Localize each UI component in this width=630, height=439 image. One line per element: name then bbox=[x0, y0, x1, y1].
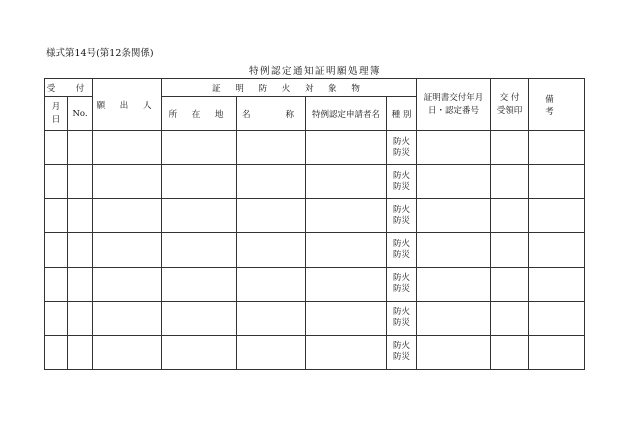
cell-special-applicant[interactable] bbox=[306, 335, 387, 369]
cell-kind[interactable]: 防火 防災 bbox=[387, 165, 417, 199]
cell-delivery[interactable] bbox=[491, 301, 529, 335]
cell-location[interactable] bbox=[162, 267, 237, 301]
cell-delivery[interactable] bbox=[491, 267, 529, 301]
cell-name[interactable] bbox=[237, 335, 306, 369]
cell-month-day[interactable] bbox=[45, 131, 68, 165]
cell-issue-date[interactable] bbox=[417, 165, 491, 199]
cell-month-day[interactable] bbox=[45, 267, 68, 301]
cell-kind[interactable]: 防火 防災 bbox=[387, 335, 417, 369]
cell-special-applicant[interactable] bbox=[306, 267, 387, 301]
cell-location[interactable] bbox=[162, 165, 237, 199]
table-row bbox=[45, 267, 585, 301]
cell-month-day[interactable] bbox=[45, 199, 68, 233]
cell-number[interactable] bbox=[68, 335, 93, 369]
cell-issue-date[interactable] bbox=[417, 199, 491, 233]
cell-special-applicant[interactable] bbox=[306, 233, 387, 267]
cell-month-day[interactable] bbox=[45, 335, 68, 369]
cell-delivery[interactable] bbox=[491, 199, 529, 233]
cell-name[interactable] bbox=[237, 165, 306, 199]
header-location: 所 在 地 bbox=[162, 97, 237, 131]
cell-issue-date[interactable] bbox=[417, 131, 491, 165]
header-month-day: 月 日 bbox=[45, 97, 68, 131]
cell-remarks[interactable] bbox=[529, 233, 585, 267]
cell-issue-date[interactable] bbox=[417, 233, 491, 267]
cell-delivery[interactable] bbox=[491, 165, 529, 199]
form-number: 様式第14号(第12条関係) bbox=[46, 48, 154, 59]
cell-number[interactable] bbox=[68, 301, 93, 335]
cell-applicant[interactable] bbox=[93, 267, 162, 301]
cell-kind[interactable]: 防火 防災 bbox=[387, 199, 417, 233]
cell-location[interactable] bbox=[162, 301, 237, 335]
cell-special-applicant[interactable] bbox=[306, 199, 387, 233]
cell-applicant[interactable] bbox=[93, 165, 162, 199]
document-title: 特例認定通知証明願処理簿 bbox=[248, 66, 381, 77]
header-delivery: 交 付 受領印 bbox=[491, 79, 529, 131]
cell-kind[interactable]: 防火 防災 bbox=[387, 233, 417, 267]
cell-issue-date[interactable] bbox=[417, 301, 491, 335]
cell-number[interactable] bbox=[68, 267, 93, 301]
cell-remarks[interactable] bbox=[529, 131, 585, 165]
header-number: No. bbox=[68, 97, 93, 131]
table-row bbox=[45, 233, 585, 267]
table-row bbox=[45, 131, 585, 165]
register-table bbox=[44, 78, 591, 370]
header-kind: 種 別 bbox=[387, 97, 417, 131]
table-row bbox=[45, 335, 585, 369]
header-applicant: 願 出 人 bbox=[93, 79, 162, 131]
cell-location[interactable] bbox=[162, 335, 237, 369]
header-row-1 bbox=[45, 79, 585, 97]
cell-applicant[interactable] bbox=[93, 233, 162, 267]
cell-month-day[interactable] bbox=[45, 233, 68, 267]
cell-number[interactable] bbox=[68, 131, 93, 165]
header-remarks: 備 考 bbox=[529, 79, 585, 131]
cell-special-applicant[interactable] bbox=[306, 131, 387, 165]
cell-name[interactable] bbox=[237, 199, 306, 233]
cell-remarks[interactable] bbox=[529, 199, 585, 233]
cell-number[interactable] bbox=[68, 233, 93, 267]
cell-remarks[interactable] bbox=[529, 267, 585, 301]
cell-applicant[interactable] bbox=[93, 199, 162, 233]
header-receipt: 受 付 bbox=[45, 79, 93, 97]
cell-name[interactable] bbox=[237, 267, 306, 301]
cell-month-day[interactable] bbox=[45, 165, 68, 199]
table-row bbox=[45, 301, 585, 335]
cell-applicant[interactable] bbox=[93, 301, 162, 335]
header-special-applicant: 特例認定申請者名 bbox=[306, 97, 387, 131]
cell-location[interactable] bbox=[162, 199, 237, 233]
cell-name[interactable] bbox=[237, 131, 306, 165]
cell-number[interactable] bbox=[68, 199, 93, 233]
cell-applicant[interactable] bbox=[93, 335, 162, 369]
cell-kind[interactable]: 防火 防災 bbox=[387, 301, 417, 335]
cell-name[interactable] bbox=[237, 301, 306, 335]
cell-name[interactable] bbox=[237, 233, 306, 267]
cell-special-applicant[interactable] bbox=[306, 301, 387, 335]
table-row bbox=[45, 199, 585, 233]
cell-location[interactable] bbox=[162, 233, 237, 267]
header-name: 名 称 bbox=[237, 97, 306, 131]
table-row bbox=[45, 165, 585, 199]
cell-special-applicant[interactable] bbox=[306, 165, 387, 199]
cell-remarks[interactable] bbox=[529, 165, 585, 199]
cell-issue-date[interactable] bbox=[417, 335, 491, 369]
header-issue-date: 証明書交付年月 日・認定番号 bbox=[417, 79, 491, 131]
cell-location[interactable] bbox=[162, 131, 237, 165]
cell-delivery[interactable] bbox=[491, 131, 529, 165]
cell-delivery[interactable] bbox=[491, 335, 529, 369]
cell-remarks[interactable] bbox=[529, 335, 585, 369]
cell-month-day[interactable] bbox=[45, 301, 68, 335]
cell-kind[interactable]: 防火 防災 bbox=[387, 267, 417, 301]
header-target: 証 明 防 火 対 象 物 bbox=[162, 79, 417, 97]
cell-applicant[interactable] bbox=[93, 131, 162, 165]
cell-kind[interactable]: 防火 防災 bbox=[387, 131, 417, 165]
cell-delivery[interactable] bbox=[491, 233, 529, 267]
cell-number[interactable] bbox=[68, 165, 93, 199]
cell-remarks[interactable] bbox=[529, 301, 585, 335]
cell-issue-date[interactable] bbox=[417, 267, 491, 301]
